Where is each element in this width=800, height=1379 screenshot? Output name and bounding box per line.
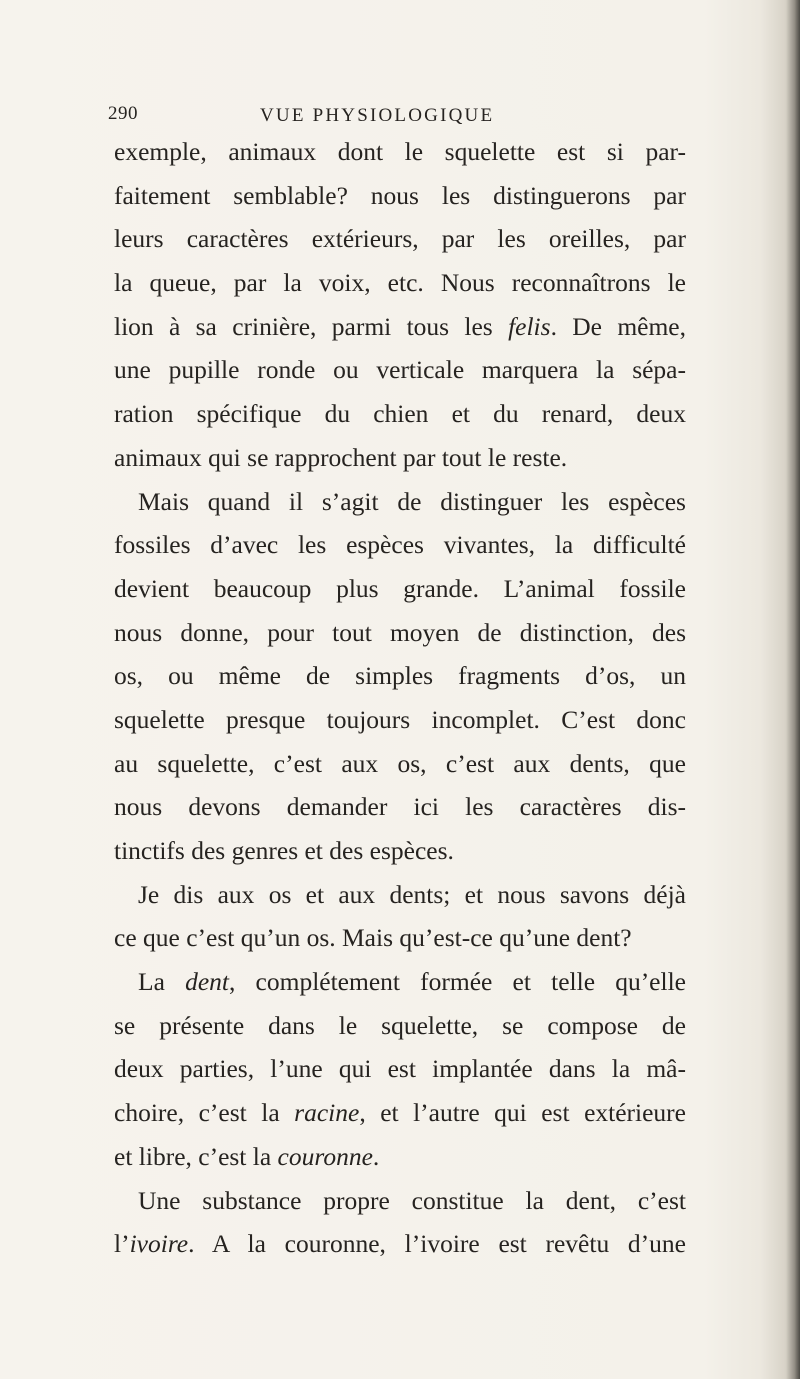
text-segment: l’ [114,1229,130,1259]
italic-term-dent: dent [185,967,229,997]
text-line [114,305,686,349]
text-segment: , et l’autre qui est extérieure [359,1098,686,1128]
text-segment: . De même, [550,311,687,341]
paragraph-start [114,960,686,1004]
text-line: os, ou même de simples fragments d’os, un [114,661,686,691]
text-segment: , complétement formée et telle qu’elle [228,967,686,997]
text-line: tinctifs des genres et des espèces. [114,836,454,865]
text-segment: . [372,1141,380,1171]
text-line: nous devons demander ici les caractères dis- [114,792,686,822]
text-line: deux parties, l’une qui est implantée dans la mâ- [114,1054,686,1084]
paragraph-start: Une substance propre constitue la dent, c’est [138,1185,686,1215]
italic-term-ivoire: ivoire [129,1229,189,1259]
text-line: ce que c’est qu’un os. Mais qu’est-ce qu’une dent? [114,923,632,953]
text-line: fossiles d’avec les espèces vivantes, la difficulté [114,530,686,560]
text-line: une pupille ronde ou verticale marquera la sépa- [114,355,686,385]
text-segment: lion à sa crinière, parmi tous les [114,311,509,341]
italic-term-couronne: couronne [277,1141,373,1171]
running-title: VUE PHYSIOLOGIQUE [260,105,495,126]
body-text [114,130,686,1266]
text-segment: choire, c’est la [114,1098,295,1128]
page-number: 290 [108,103,138,124]
text-line: faitement semblable? nous les distinguerons par [114,180,686,210]
italic-term-racine: racine [294,1098,360,1128]
text-segment: et libre, c’est la [114,1141,278,1171]
paragraph-start: Mais quand il s’agit de distinguer les espèces [138,486,686,516]
text-line: devient beaucoup plus grande. L’animal fossile [114,573,686,603]
text-line: nous donne, pour tout moyen de distinction, des [114,617,686,647]
text-segment: . A la couronne, l’ivoire est revêtu d’une [188,1229,686,1259]
text-line: leurs caractères extérieurs, par les oreilles, par [114,224,686,254]
text-line: exemple, animaux dont le squelette est si par- [114,137,686,166]
text-line: animaux qui se rapprochent par tout le reste. [114,442,568,472]
text-line: ration spécifique du chien et du renard, deux [114,399,686,429]
page-header [108,103,688,133]
italic-term-felis: felis [508,311,551,341]
text-line [114,1222,686,1266]
text-line: squelette presque toujours incomplet. C’est donc [114,704,686,734]
text-segment: La [138,967,186,997]
text-line: se présente dans le squelette, se compose de [114,1010,686,1040]
text-line [114,1135,686,1179]
text-line: au squelette, c’est aux os, c’est aux dents, que [114,748,686,778]
page-edge-shadow [786,0,800,1379]
text-line: la queue, par la voix, etc. Nous reconnaîtrons le [114,268,686,298]
paragraph-start: Je dis aux os et aux dents; et nous savons déjà [138,879,686,909]
text-line [114,1091,686,1135]
